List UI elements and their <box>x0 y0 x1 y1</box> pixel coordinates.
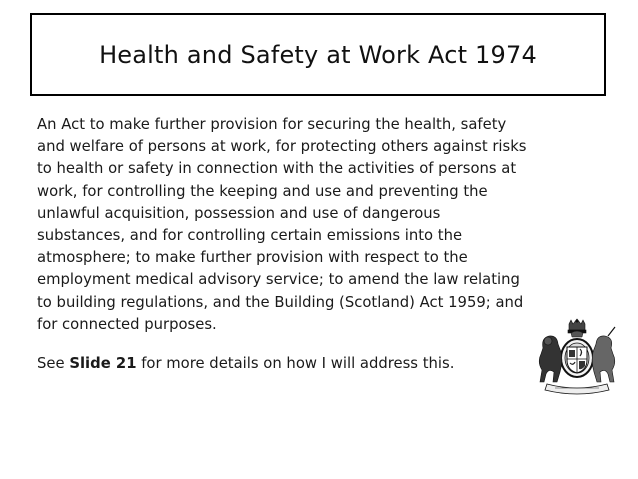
lion-supporter-icon <box>539 336 562 382</box>
paragraph-line: for connected purposes. <box>37 315 217 333</box>
see-suffix: for more details on how I will address this. <box>141 355 455 372</box>
royal-coat-of-arms-icon <box>533 318 621 396</box>
title-box <box>30 13 606 96</box>
paragraph-line: atmosphere; to make further provision with respect to the <box>37 249 468 267</box>
paragraph-line: to building regulations, and the Building (Scotland) Act 1959; and <box>37 293 524 311</box>
paragraph-line: employment medical advisory service; to amend the law relating <box>37 271 520 289</box>
paragraph-line: and welfare of persons at work, for protecting others against risks <box>37 138 527 156</box>
unicorn-supporter-icon <box>592 327 615 382</box>
see-slide-reference <box>37 353 454 375</box>
paragraph-line: substances, and for controlling certain emissions into the <box>37 227 463 245</box>
slide-reference-link[interactable]: Slide 21 <box>69 355 137 372</box>
see-prefix: See <box>37 355 65 372</box>
paragraph-line: An Act to make further provision for securing the health, safety <box>37 116 507 133</box>
paragraph-line: unlawful acquisition, possession and use of dangerous <box>37 204 441 222</box>
paragraph-line: to health or safety in connection with the activities of persons at <box>37 160 517 178</box>
act-description <box>37 114 607 336</box>
slide-title: Health and Safety at Work Act 1974 <box>99 40 537 69</box>
paragraph-line: work, for controlling the keeping and use and preventing the <box>37 182 488 200</box>
